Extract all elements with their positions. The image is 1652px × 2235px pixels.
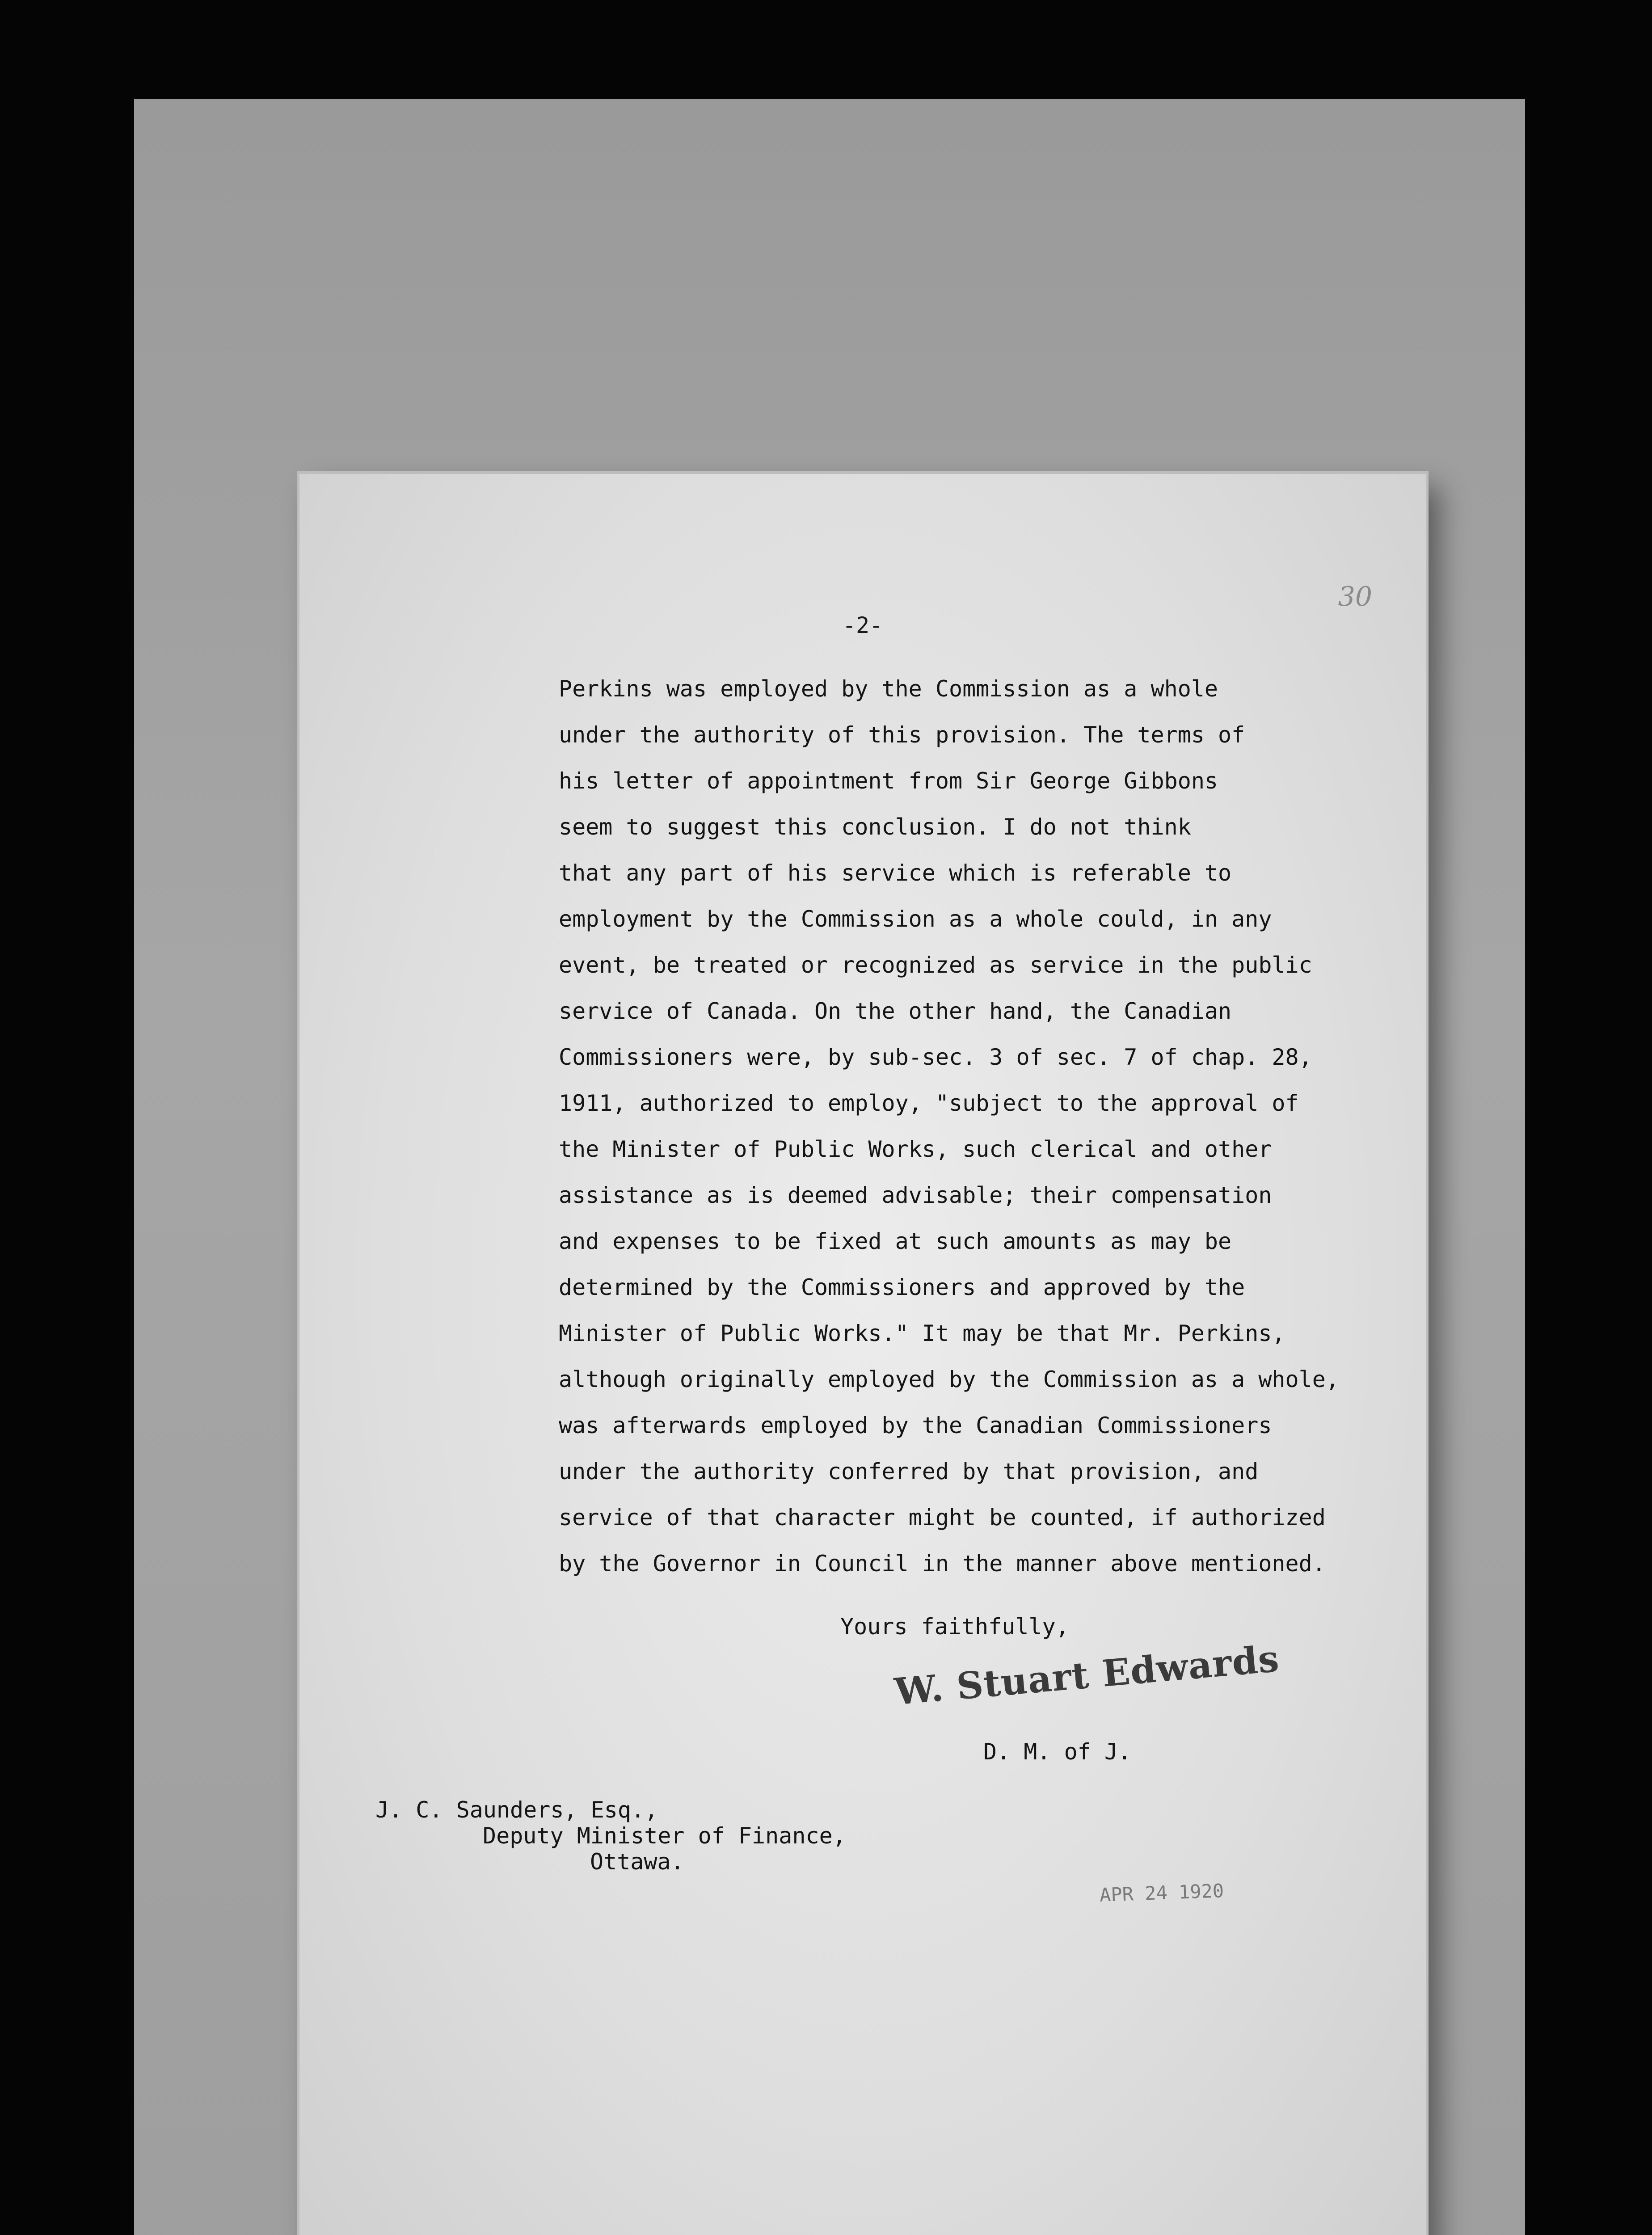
body-line: his letter of appointment from Sir George Gibbons xyxy=(559,768,1218,794)
addressee-block xyxy=(375,1797,846,1875)
closing: Yours faithfully, xyxy=(840,1614,1069,1640)
body-line: assistance as is deemed advisable; their compensation xyxy=(559,1182,1272,1208)
addressee-title: Deputy Minister of Finance, xyxy=(483,1823,846,1849)
body-line: Perkins was employed by the Commission as a whole xyxy=(559,676,1218,702)
signature-stamp: W. Stuart Edwards xyxy=(893,1637,1281,1714)
body-line: service of that character might be counted, if authorized xyxy=(559,1505,1326,1531)
letter-body xyxy=(559,666,1408,1587)
body-line: employment by the Commission as a whole could, in any xyxy=(559,906,1272,932)
addressee-name: J. C. Saunders, Esq., xyxy=(375,1797,658,1823)
body-line: determined by the Commissioners and approved by the xyxy=(559,1274,1245,1300)
body-line: 1911, authorized to employ, "subject to the approval of xyxy=(559,1090,1299,1116)
date-stamp: APR 24 1920 xyxy=(1099,1880,1224,1906)
body-line: event, be treated or recognized as service in the public xyxy=(559,952,1312,978)
body-line: under the authority of this provision. The terms of xyxy=(559,722,1245,748)
body-line: and expenses to be fixed at such amounts as may be xyxy=(559,1228,1232,1254)
body-line: Commissioners were, by sub-sec. 3 of sec. 7 of chap. 28, xyxy=(559,1044,1312,1070)
page-number: -2- xyxy=(842,612,883,638)
body-line: the Minister of Public Works, such clerical and other xyxy=(559,1136,1272,1162)
letter-page xyxy=(299,474,1426,2235)
body-line: Minister of Public Works." It may be that Mr. Perkins, xyxy=(559,1320,1285,1346)
body-line: by the Governor in Council in the manner above mentioned. xyxy=(559,1551,1326,1577)
body-line: although originally employed by the Commission as a whole, xyxy=(559,1366,1339,1392)
body-line: that any part of his service which is referable to xyxy=(559,860,1232,886)
body-line: service of Canada. On the other hand, the Canadian xyxy=(559,998,1232,1024)
signer-title: D. M. of J. xyxy=(983,1739,1132,1765)
folio-mark: 30 xyxy=(1338,581,1372,612)
body-line: was afterwards employed by the Canadian Commissioners xyxy=(559,1413,1272,1438)
addressee-city: Ottawa. xyxy=(590,1849,684,1875)
body-line: seem to suggest this conclusion. I do not think xyxy=(559,814,1191,840)
body-line: under the authority conferred by that provision, and xyxy=(559,1459,1259,1484)
